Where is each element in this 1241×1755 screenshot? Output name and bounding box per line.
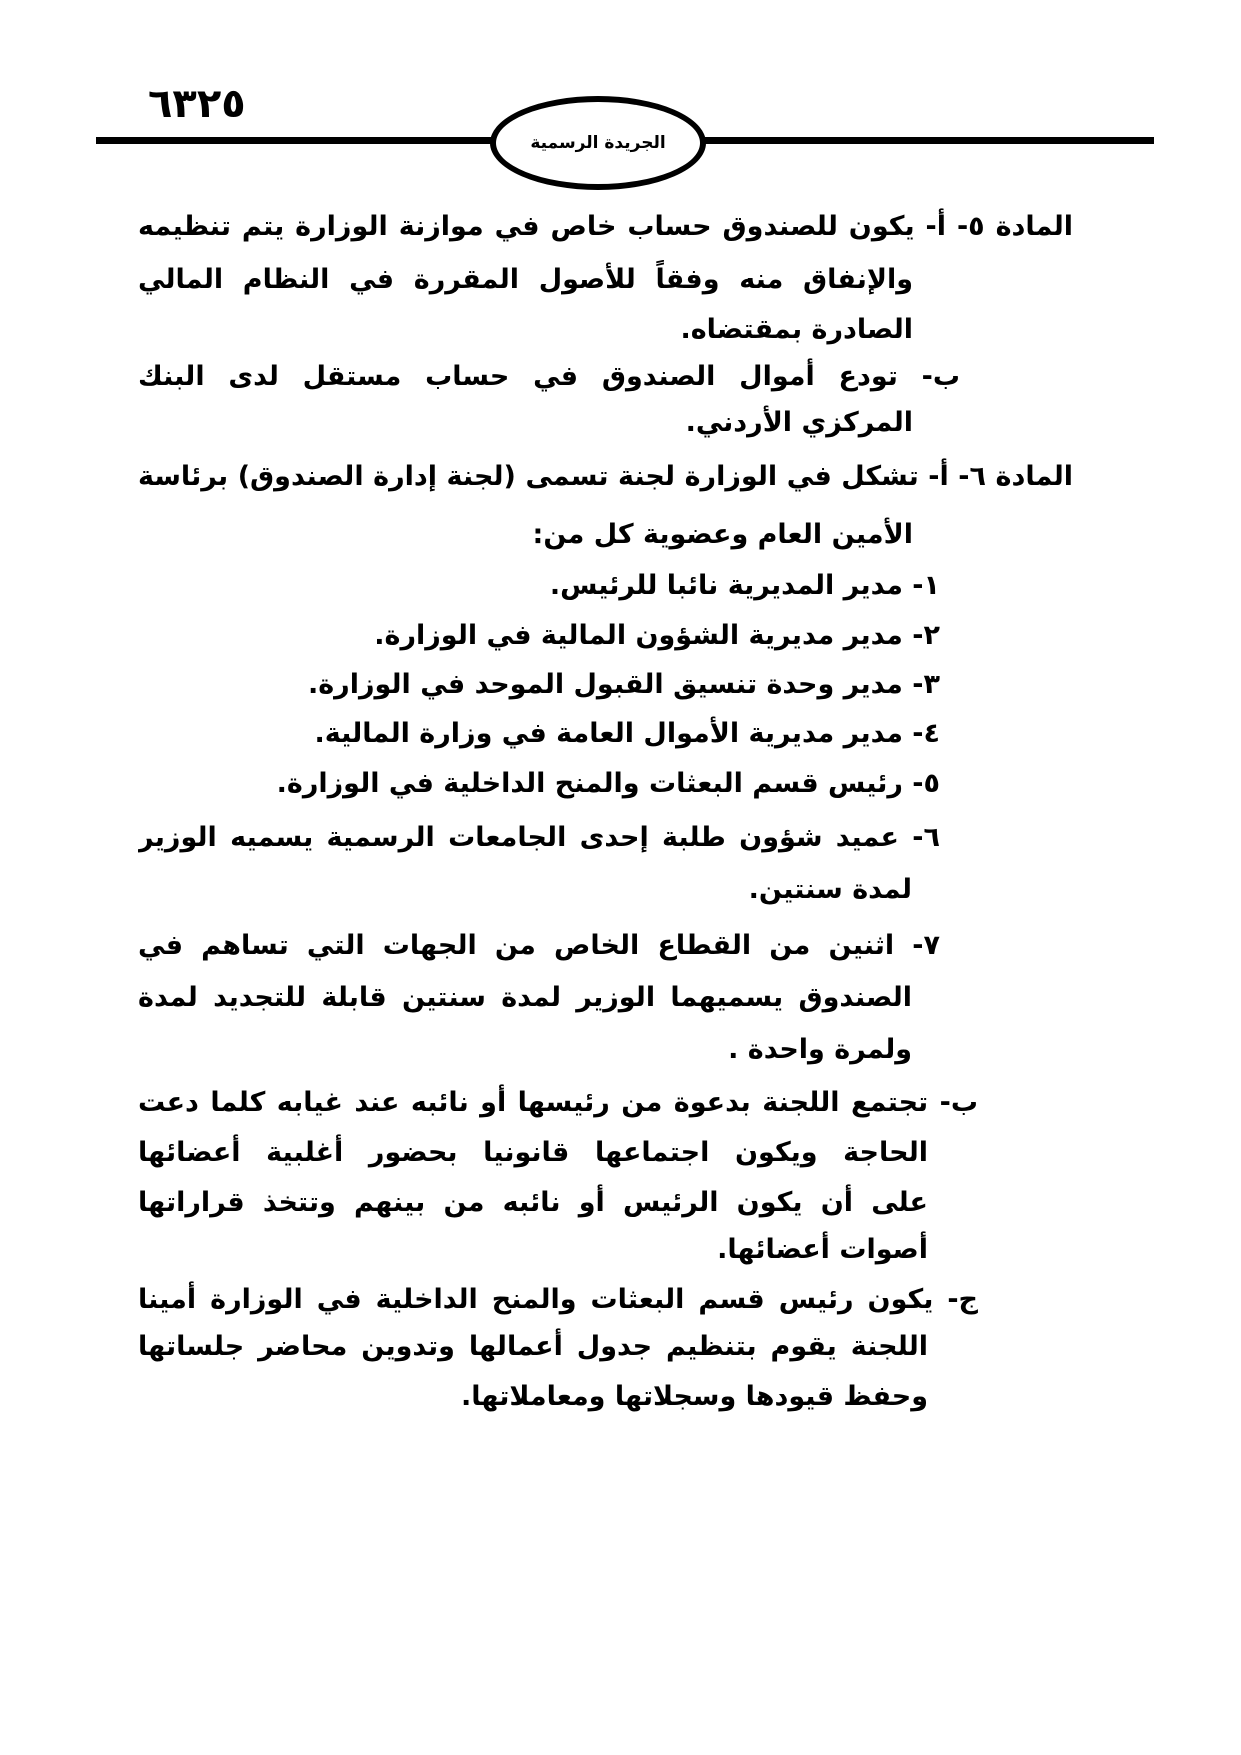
article-5-heading-line: المادة ٥- أ- يكون للصندوق حساب خاص في موازنة الوزارة يتم تنظيمه [138,211,1073,242]
committee-member-4: ٤- مدير مديرية الأموال العامة في وزارة المالية. [314,718,940,749]
article-6-line: الصندوق يسميهما الوزير لمدة سنتين قابلة للتجديد لمدة [138,982,912,1013]
page-number: ٦٣٢٥ [148,81,246,127]
article-6-clause-c: ج- يكون رئيس قسم البعثات والمنح الداخلية في الوزارة أمينا [138,1284,978,1315]
article-6-line: الأمين العام وعضوية كل من: [532,519,913,550]
article-6-line: الحاجة ويكون اجتماعها قانونيا بحضور أغلبية أعضائها [138,1137,928,1168]
article-6-clause-b: ب- تجتمع اللجنة بدعوة من رئيسها أو نائبه عند غيابه كلما دعت [138,1087,978,1118]
article-5-line: الصادرة بمقتضاه. [680,314,913,345]
article-6-heading-line: المادة ٦- أ- تشكل في الوزارة لجنة تسمى (لجنة إدارة الصندوق) برئاسة [138,461,1073,492]
article-6-line: وحفظ قيودها وسجلاتها ومعاملاتها. [461,1381,928,1412]
article-6-line: أصوات أعضائها. [717,1234,928,1265]
article-6-line: على أن يكون الرئيس أو نائبه من بينهم وتتخذ قراراتها [138,1187,928,1218]
committee-member-3: ٣- مدير وحدة تنسيق القبول الموحد في الوزارة. [307,669,940,700]
article-5-line: والإنفاق منه وفقاً للأصول المقررة في النظام المالي [138,264,913,295]
publication-title: الجريدة الرسمية [530,133,666,153]
article-6-line: ولمرة واحدة . [728,1034,912,1065]
committee-member-6: ٦- عميد شؤون طلبة إحدى الجامعات الرسمية يسميه الوزير [138,822,940,853]
committee-member-5: ٥- رئيس قسم البعثات والمنح الداخلية في الوزارة. [276,768,940,799]
article-5-clause-b: ب- تودع أموال الصندوق في حساب مستقل لدى البنك [138,361,960,392]
article-6-line: لمدة سنتين. [748,874,912,905]
article-6-line: اللجنة يقوم بتنظيم جدول أعمالها وتدوين محاضر جلساتها [138,1331,928,1362]
committee-member-2: ٢- مدير مديرية الشؤون المالية في الوزارة. [374,620,940,651]
committee-member-1: ١- مدير المديرية نائبا للرئيس. [549,570,940,601]
publication-title-badge [490,96,706,190]
committee-member-7: ٧- اثنين من القطاع الخاص من الجهات التي تساهم في [138,930,940,961]
article-5-line: المركزي الأردني. [685,407,913,438]
